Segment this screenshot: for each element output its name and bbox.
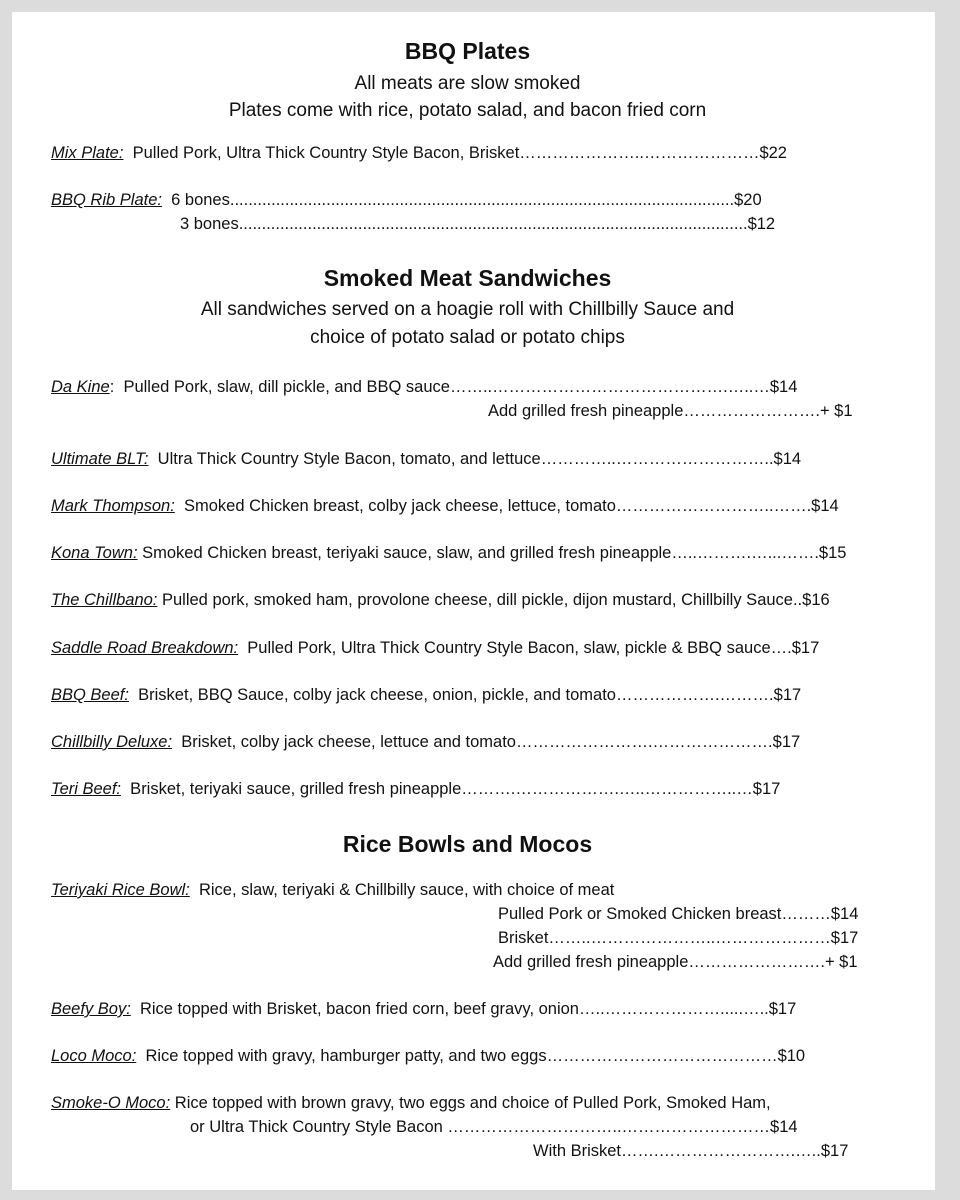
item-name: Saddle Road Breakdown: (51, 639, 239, 657)
item-description: Smoked Chicken breast, colby jack cheese, lettuce, tomato………………………..…….$14 (174, 497, 839, 515)
item-description: Smoked Chicken breast, teriyaki sauce, slaw, and grilled fresh pineapple…..……….…...…….$15 (137, 544, 847, 562)
item-option: With Brisket…….…………………….…..$17 (533, 1142, 849, 1160)
section-title-rice-bowls: Rice Bowls and Mocos (342, 831, 593, 857)
section-title-sandwiches: Smoked Meat Sandwiches (323, 265, 612, 291)
section-subtitle: choice of potato salad or potato chips (310, 327, 625, 348)
menu-item-mark-thompson (51, 496, 839, 516)
item-description: Rice topped with Brisket, bacon fried corn, beef gravy, onion…..………………….....…..$17 (130, 1000, 797, 1018)
item-name: Mix Plate: (51, 144, 124, 162)
item-description: Rice, slaw, teriyaki & Chillbilly sauce, with choice of meat (189, 881, 615, 899)
item-name: Mark Thompson: (51, 497, 175, 515)
menu-item-kona-town (51, 543, 846, 563)
menu-item-smoke-o-moco (51, 1093, 771, 1113)
item-description: Brisket, teriyaki sauce, grilled fresh pineapple……….……………….…..……………..…$17 (121, 780, 781, 798)
menu-item-teri-beef (51, 779, 780, 799)
item-name: Chillbilly Deluxe: (51, 733, 173, 751)
menu-item-bbq-rib-plate (51, 190, 762, 210)
section-subtitle: All sandwiches served on a hoagie roll with Chillbilly Sauce and (200, 299, 735, 320)
menu-item-teriyaki-rice-bowl (51, 880, 614, 900)
menu-item-ultimate-blt (51, 449, 801, 469)
item-name: Kona Town: (51, 544, 138, 562)
menu-item-the-chillbano (51, 590, 830, 610)
section-subtitle: All meats are slow smoked (354, 73, 581, 94)
item-addon: Add grilled fresh pineapple…………………….+ $1 (493, 953, 858, 971)
item-addon: Add grilled fresh pineapple…………………….+ $1 (488, 402, 853, 420)
item-price-line: 3 bones...............................................................................................................$12 (180, 215, 776, 233)
item-name: Da Kine (51, 378, 110, 396)
item-name: Beefy Boy: (51, 1000, 131, 1018)
item-description: Brisket, BBQ Sauce, colby jack cheese, onion, pickle, and tomato……………….……….$17 (128, 686, 802, 704)
item-description: Rice topped with brown gravy, two eggs and choice of Pulled Pork, Smoked Ham, (170, 1094, 771, 1112)
menu-item-beefy-boy (51, 999, 796, 1019)
item-description: Pulled Pork, Ultra Thick Country Style Bacon, slaw, pickle & BBQ sauce….$17 (238, 639, 820, 657)
item-option: Brisket……..…………………..…………………$17 (498, 929, 859, 947)
item-name: BBQ Rib Plate: (51, 191, 162, 209)
section-subtitle: Plates come with rice, potato salad, and bacon fried corn (228, 100, 707, 121)
section-title-bbq-plates: BBQ Plates (404, 38, 531, 64)
item-name: The Chillbano: (51, 591, 158, 609)
item-name: Teri Beef: (51, 780, 122, 798)
item-description: Pulled pork, smoked ham, provolone cheese, dill pickle, dijon mustard, Chillbilly Sauce..$16 (157, 591, 830, 609)
item-price-line: or Ultra Thick Country Style Bacon …………………………..………………………$14 (190, 1118, 798, 1136)
item-name: Smoke-O Moco: (51, 1094, 171, 1112)
menu-item-da-kine (51, 377, 797, 397)
item-name: Loco Moco: (51, 1047, 137, 1065)
menu-item-chillbilly-deluxe (51, 732, 800, 752)
item-name: Ultimate BLT: (51, 450, 149, 468)
item-name: BBQ Beef: (51, 686, 129, 704)
item-description: : Pulled Pork, slaw, dill pickle, and BBQ sauce……..…………………………………….…..…$14 (109, 378, 798, 396)
menu-item-loco-moco (51, 1046, 805, 1066)
item-name: Teriyaki Rice Bowl: (51, 881, 190, 899)
item-description: Rice topped with gravy, hamburger patty, and two eggs……………………………………$10 (136, 1047, 806, 1065)
item-description: Ultra Thick Country Style Bacon, tomato, and lettuce…………..………………………..$14 (148, 450, 802, 468)
item-price-line: 6 bones..............................................................................................................$20 (161, 191, 762, 209)
item-description: Pulled Pork, Ultra Thick Country Style Bacon, Brisket…………………..…………………$22 (123, 144, 787, 162)
menu-item-bbq-beef (51, 685, 801, 705)
menu-item-saddle-road-breakdown (51, 638, 819, 658)
menu-item-mix-plate (51, 143, 787, 163)
item-option: Pulled Pork or Smoked Chicken breast………$14 (498, 905, 859, 923)
item-description: Brisket, colby jack cheese, lettuce and tomato…………………….………………….$17 (172, 733, 801, 751)
